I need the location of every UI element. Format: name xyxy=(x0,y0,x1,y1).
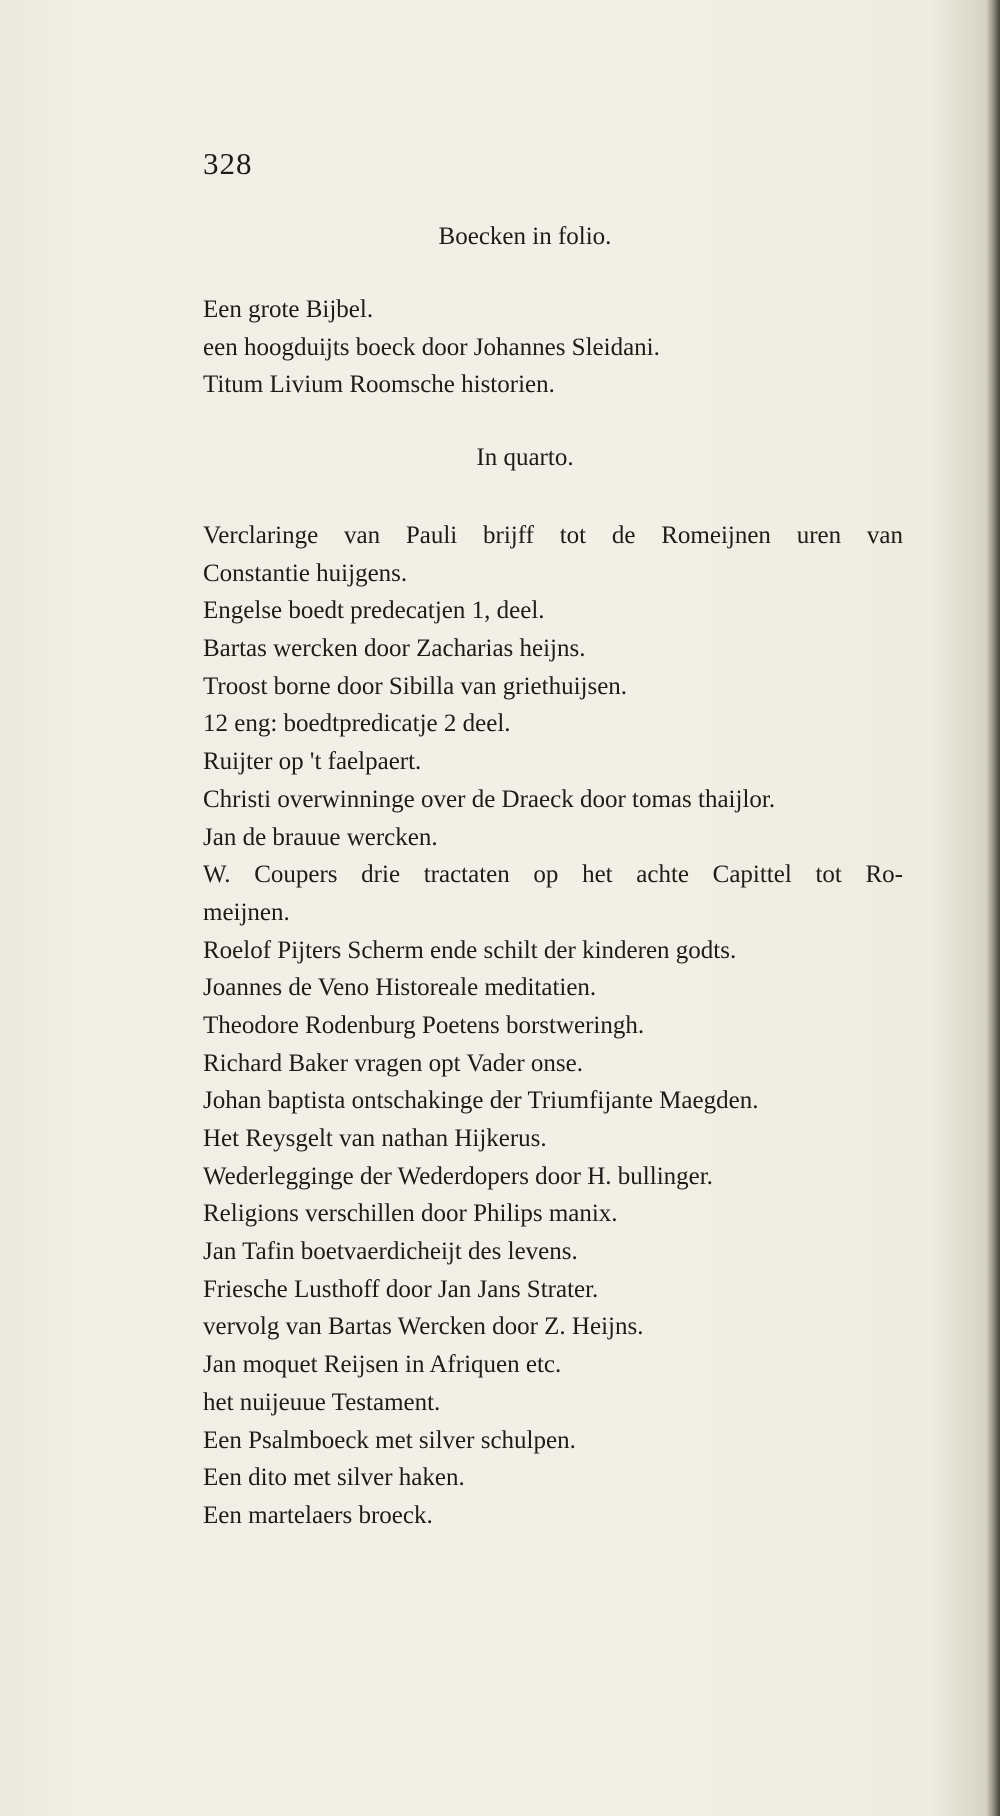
list-item: Titum Livium Roomsche historien. xyxy=(203,371,555,399)
list-item: Religions verschillen door Philips manix. xyxy=(203,1200,618,1228)
list-item: Een grote Bijbel. xyxy=(203,296,374,323)
list-item: Jan Tafin boetvaerdicheijt des levens. xyxy=(203,1238,578,1266)
list-item: W. Coupers drie tractaten op het achte Capittel tot Ro- xyxy=(203,861,903,889)
list-item: Theodore Rodenburg Poetens borstweringh. xyxy=(203,1011,645,1039)
list-item: meijnen. xyxy=(203,898,290,926)
list-item: Jan moquet Reijsen in Afriquen etc. xyxy=(203,1351,562,1379)
list-item: Jan de brauue wercken. xyxy=(203,823,438,851)
list-item: 12 eng: boedtpredicatje 2 deel. xyxy=(203,710,511,738)
section-heading-quarto: In quarto. xyxy=(476,444,574,471)
quarto-book-list xyxy=(203,517,903,1535)
list-item: Troost borne door Sibilla van griethuijsen. xyxy=(203,672,628,700)
list-item: Ruijter op 't faelpaert. xyxy=(203,748,422,776)
folio-book-list xyxy=(203,291,660,404)
page-number: 328 xyxy=(203,146,253,181)
list-item: Friesche Lusthoff door Jan Jans Strater. xyxy=(203,1275,599,1303)
list-item: Verclaringe van Pauli brijff tot de Romeijnen uren van xyxy=(203,522,903,549)
list-item: vervolg van Bartas Wercken door Z. Heijns. xyxy=(203,1313,644,1341)
list-item: Engelse boedt predecatjen 1, deel. xyxy=(203,597,545,625)
section-heading-folio: Boecken in folio. xyxy=(438,223,612,250)
list-item: Joannes de Veno Historeale meditatien. xyxy=(203,974,597,1002)
list-item: Johan baptista ontschakinge der Triumfijante Maegden. xyxy=(203,1087,759,1115)
list-item: het nuijeuue Testament. xyxy=(203,1388,441,1416)
list-item: een hoogduijts boeck door Johannes Sleidani. xyxy=(203,333,660,361)
list-item: Roelof Pijters Scherm ende schilt der kinderen godts. xyxy=(203,936,737,964)
page-edge-shadow xyxy=(986,0,1000,1816)
list-item: Richard Baker vragen opt Vader onse. xyxy=(203,1049,583,1077)
list-item: Een dito met silver haken. xyxy=(203,1464,465,1492)
list-item: Christi overwinninge over de Draeck door tomas thaijlor. xyxy=(203,785,776,813)
list-item: Een Psalmboeck met silver schulpen. xyxy=(203,1426,576,1454)
list-item: Het Reysgelt van nathan Hijkerus. xyxy=(203,1125,547,1152)
list-item: Wederlegginge der Wederdopers door H. bullinger. xyxy=(203,1162,713,1190)
list-item: Constantie huijgens. xyxy=(203,559,408,587)
list-item: Bartas wercken door Zacharias heijns. xyxy=(203,635,586,663)
list-item: Een martelaers broeck. xyxy=(203,1501,433,1529)
